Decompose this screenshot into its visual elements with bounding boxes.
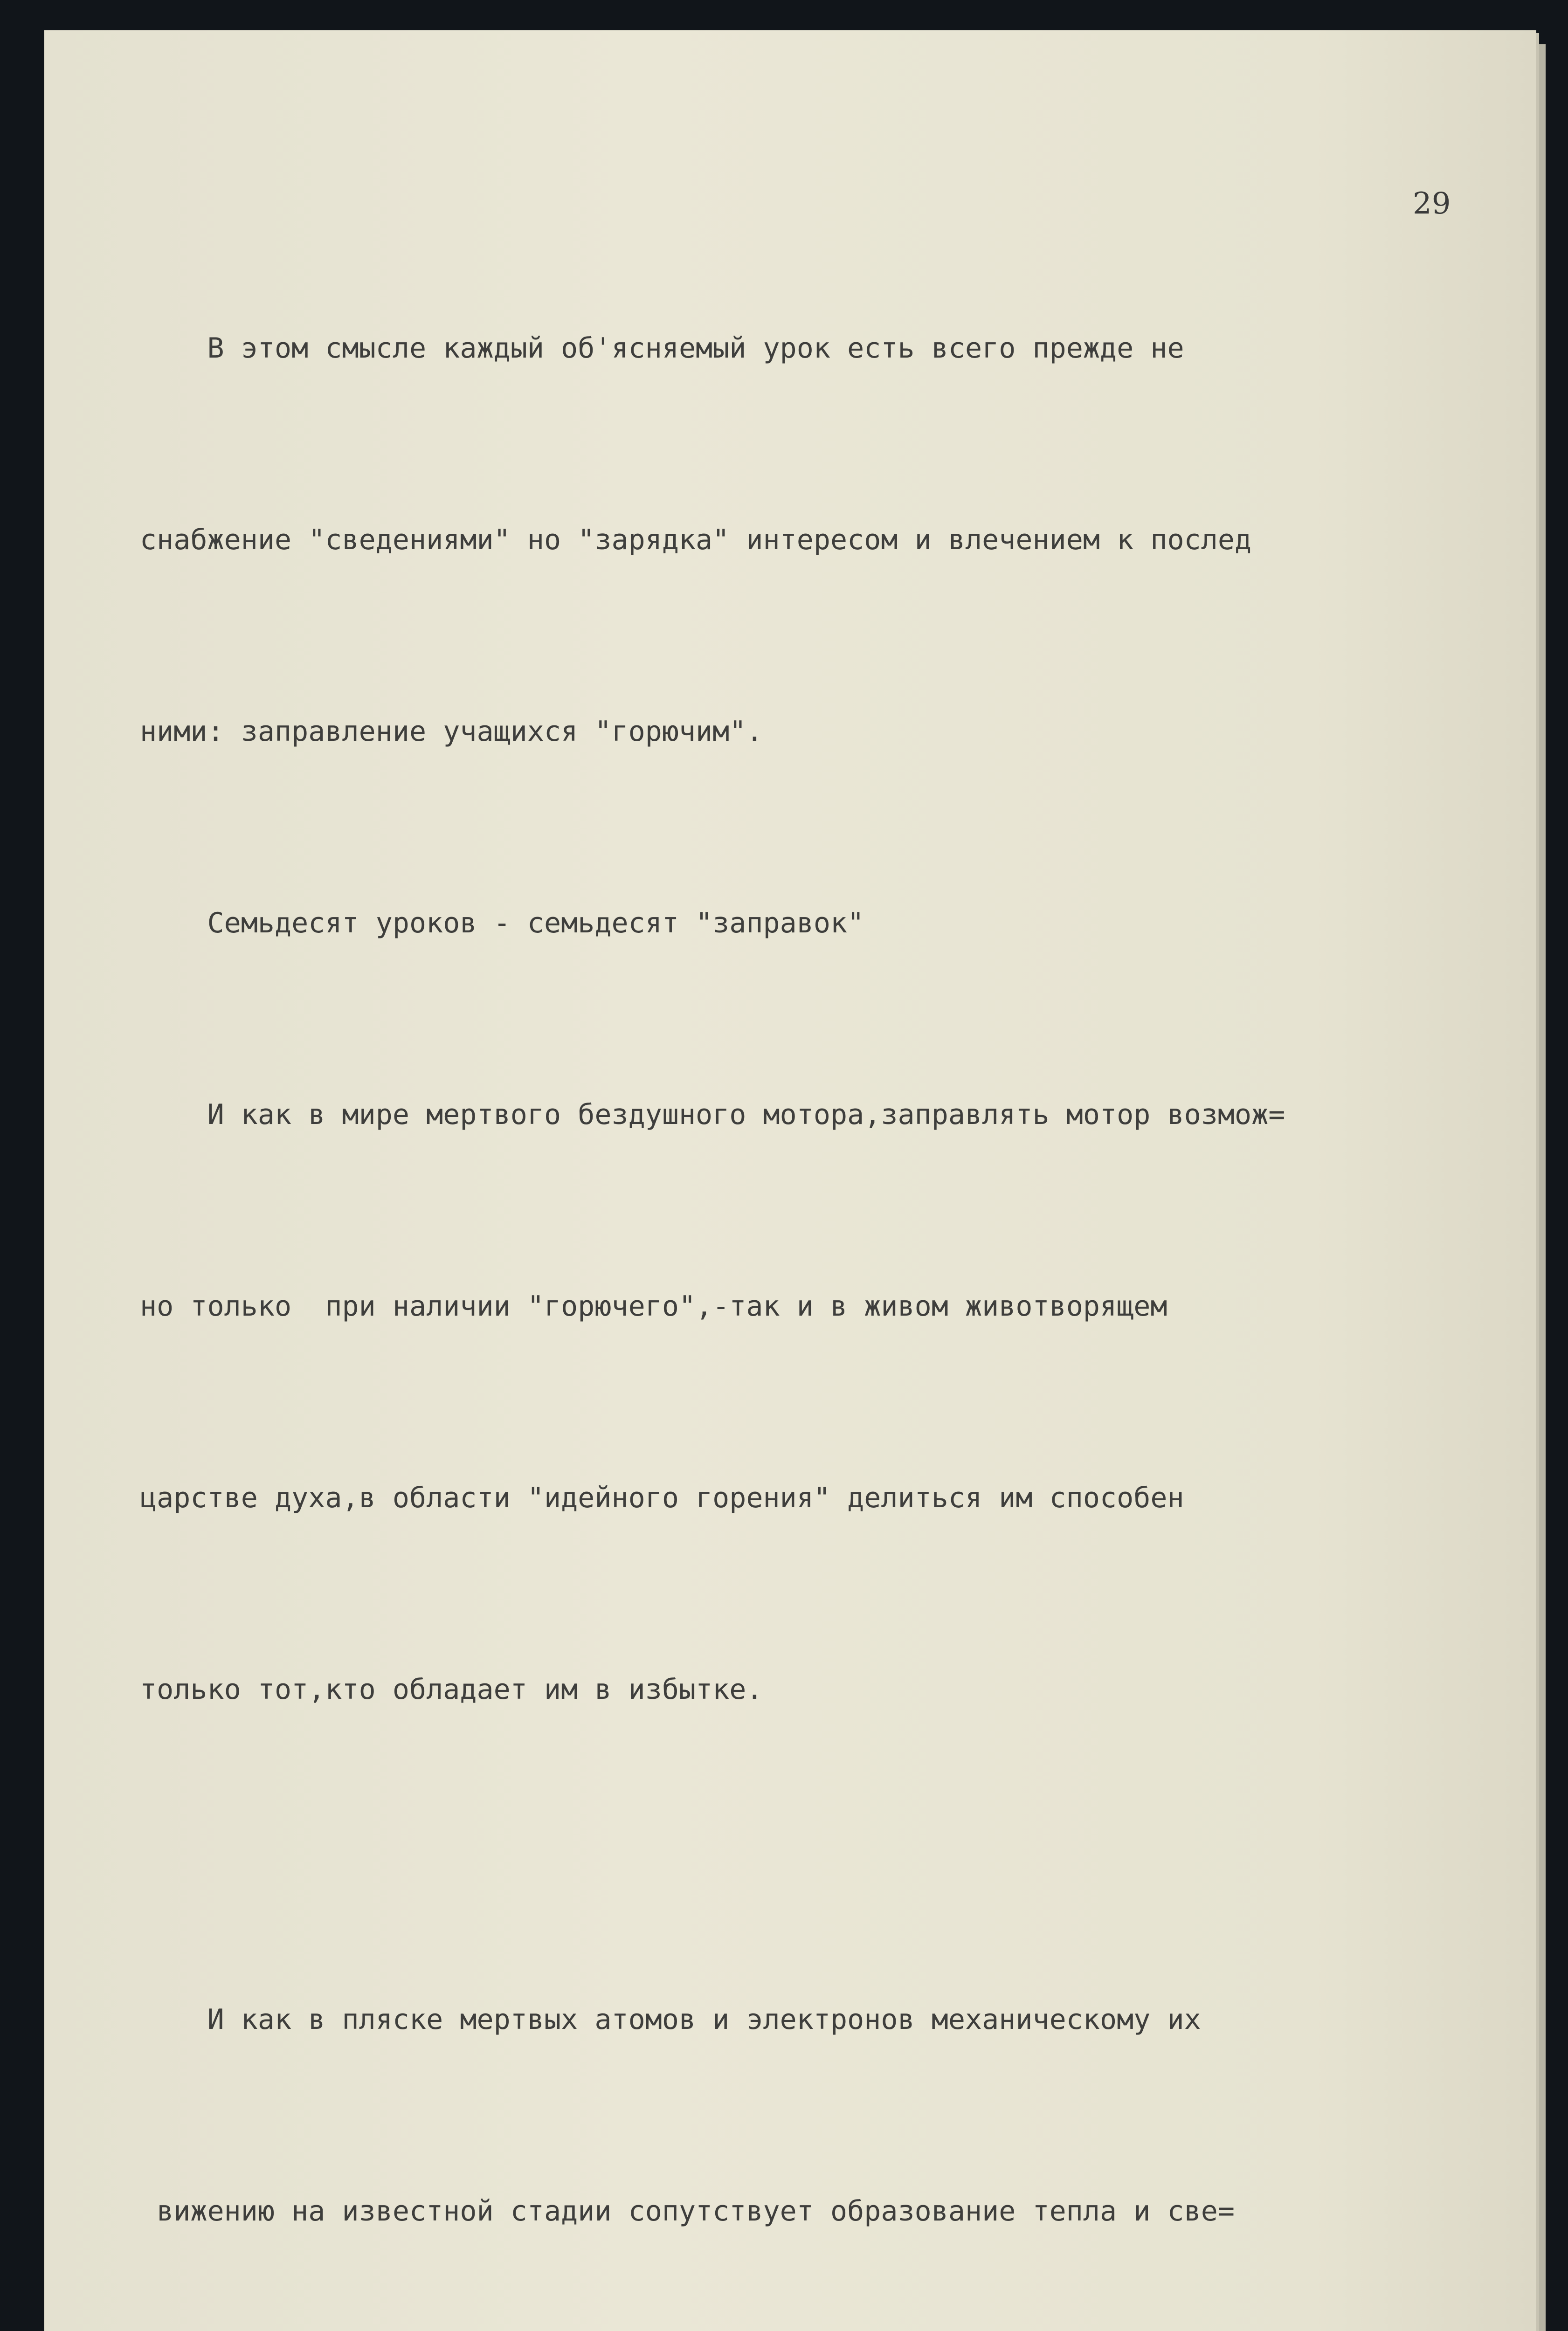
text-line: ними: заправление учащихся "горючим". bbox=[140, 715, 763, 748]
page-body-text bbox=[140, 189, 1529, 2331]
text-line: снабжение "сведениями" но "зарядка" интересом и влечением к послед bbox=[140, 524, 1252, 556]
text-line: вижению на известной стадии сопутствует образование тепла и све= bbox=[140, 2195, 1235, 2228]
text-line: но только при наличии "горючего",-так и в живом животворящем bbox=[140, 1290, 1167, 1323]
page-number: 29 bbox=[1413, 186, 1451, 221]
text-line: Семьдесят уроков - семьдесят "заправок" bbox=[140, 907, 864, 939]
text-line: И как в мире мертвого бездушного мотора,заправлять мотор возмож= bbox=[140, 1098, 1285, 1131]
text-line: В этом смысле каждый об'ясняемый урок есть всего прежде не bbox=[140, 332, 1184, 365]
text-line: И как в пляске мертвых атомов и электронов механическому их bbox=[140, 2003, 1201, 2036]
paragraph-gap bbox=[140, 1849, 1529, 1860]
text-line: только тот,кто обладает им в избытке. bbox=[140, 1673, 763, 1706]
text-line: царстве духа,в области "идейного горения" делиться им способен bbox=[140, 1482, 1184, 1514]
